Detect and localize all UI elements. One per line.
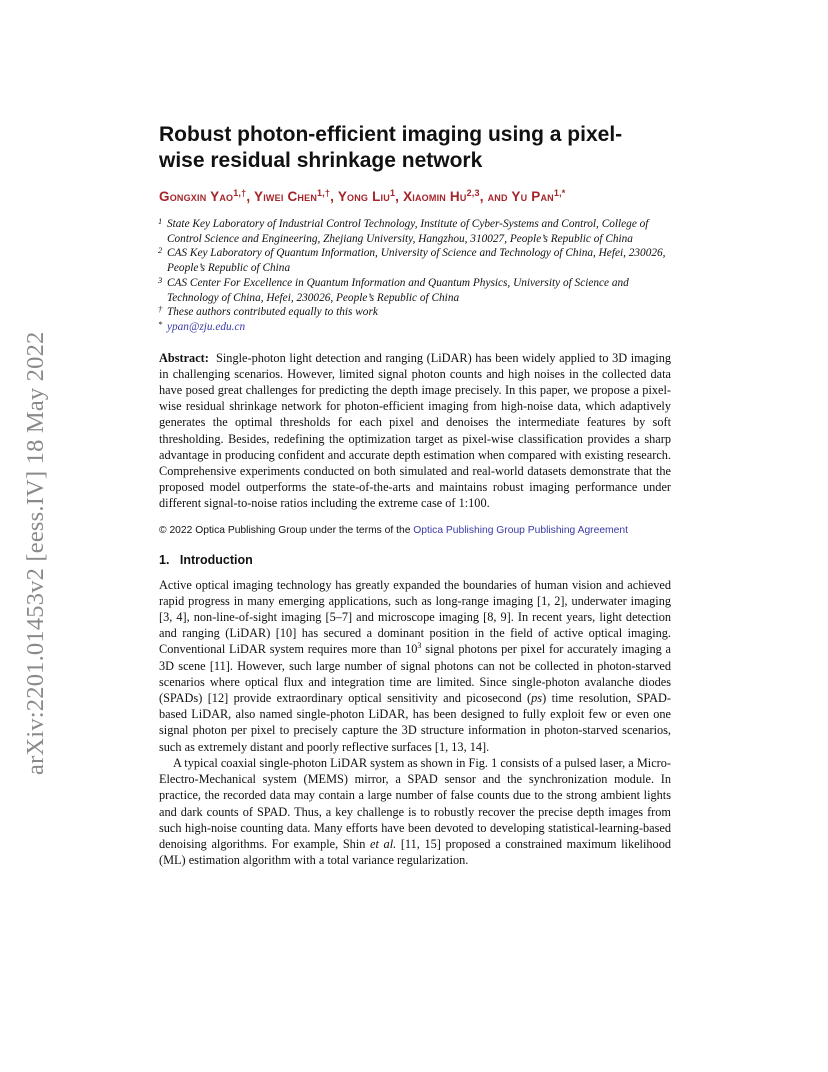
affiliation-mark: * xyxy=(158,318,163,329)
affiliation xyxy=(159,246,671,275)
section-number: 1. xyxy=(159,552,170,567)
author-marks: 1,* xyxy=(553,188,566,198)
introduction-body xyxy=(159,577,671,869)
author: Yiwei Chen xyxy=(254,189,318,204)
affiliation-list xyxy=(159,217,671,335)
author: Xiaomin Hu xyxy=(403,189,467,204)
paper-title: Robust photon-efficient imaging using a pixel-wise residual shrinkage network xyxy=(159,123,623,172)
text-run: signal photons per pixel for accurately imaging a 3D scene [11]. However, such large number of signal photons can not be collected in photon-starved scenarios where optical flux and integration time are limited. Since single-photon avalanche diodes (SPADs) [12] provide extraordinary optical sensitivity and picosecond ( xyxy=(159,642,672,706)
affiliation xyxy=(159,217,671,246)
section-title: Introduction xyxy=(179,552,253,567)
abstract xyxy=(159,350,671,512)
author: Yu Pan xyxy=(511,189,554,204)
equal-contribution-note xyxy=(159,305,671,320)
math-symbol: ps xyxy=(531,691,543,706)
author-marks: 1 xyxy=(389,188,396,198)
author-separator: , xyxy=(246,189,255,204)
author: Gongxin Yao xyxy=(159,189,234,204)
author-marks: 2,3 xyxy=(466,188,480,198)
affiliation-text: CAS Center For Excellence in Quantum Information and Quantum Physics, University of Science and Technology of China, Hefei, 230026, People’s Republic of China xyxy=(167,276,629,304)
affiliation-mark: 2 xyxy=(158,245,163,256)
text-run: ) time resolution, SPAD-based LiDAR, also named single-photon LiDAR, has been designed to fully exploit few or even one signal photon per pixel to precisely capture the 3D structure information in photon-starved scenarios, such as extremely distant and poorly reflective surfaces [1, 13, 14]. xyxy=(159,691,671,754)
affiliation-text: These authors contributed equally to this work xyxy=(167,306,378,319)
abstract-label: Abstract: xyxy=(159,350,209,365)
author-marks: 1,† xyxy=(317,188,331,198)
affiliation-text: CAS Key Laboratory of Quantum Information, University of Science and Technology of China, Hefei, 230026, People’s Republic of China xyxy=(167,247,666,275)
affiliation-text: State Key Laboratory of Industrial Control Technology, Institute of Cyber-Systems and Control, College of Control Science and Engineering, Zhejiang University, Hangzhou, 310027, People’s Republic of China xyxy=(167,218,649,245)
copyright-notice xyxy=(159,524,671,538)
affiliation-mark: 1 xyxy=(158,216,163,226)
author-marks: 1,† xyxy=(233,188,247,198)
email-link[interactable]: ypan@zju.edu.cn xyxy=(167,320,246,333)
copyright-text: © 2022 Optica Publishing Group under the terms of the xyxy=(159,524,414,536)
text-run: A typical coaxial single-photon LiDAR system as shown in Fig. 1 consists of a pulsed laser, a Micro-Electro-Mechanical system (MEMS) mirror, a SPAD sensor and the synchronization module. In practice, the recorded data may contain a large number of false counts due to the strong ambient lights and dark counts of SPAD. Thus, a key challenge is to robustly recover the precise depth images from such high-noise counting data. Many efforts have been devoted to developing statistical-learning-based denoising algorithms. For example, Shin xyxy=(159,755,671,851)
italic-text: et al. xyxy=(370,836,397,851)
author-separator: , xyxy=(395,189,404,204)
corresponding-email xyxy=(159,320,671,335)
paragraph xyxy=(159,577,671,755)
paragraph xyxy=(159,755,671,868)
text-run: [11, 15] proposed a constrained maximum likelihood (ML) estimation algorithm with a total variance regularization. xyxy=(159,836,671,868)
superscript: 3 xyxy=(417,641,422,651)
publishing-agreement-link[interactable]: Optica Publishing Group Publishing Agreement xyxy=(413,524,628,536)
author-separator: , and xyxy=(479,189,512,204)
affiliation-mark: † xyxy=(158,304,163,315)
author: Yong Liu xyxy=(337,189,390,204)
abstract-text: Single-photon light detection and ranging (LiDAR) has been widely applied to 3D imaging in challenging scenarios. However, limited signal photon counts and high noises in the collected data have posed great challenges for predicting the depth image precisely. In this paper, we propose a pixel-wise residual shrinkage network for photon-efficient imaging from high-noise data, which adaptively generates the optimal thresholds for each pixel and denoises the intermediate features by soft thresholding. Besides, redefining the optimization target as pixel-wise classification provides a sharp advantage in producing confident and accurate depth estimation when compared with existing research. Comprehensive experiments conducted on both simulated and real-world datasets demonstrate that the proposed model outperforms the state-of-the-arts and maintains robust imaging performance under different signal-to-noise ratios including the extreme case of 1:100. xyxy=(159,350,671,511)
affiliation xyxy=(159,276,671,305)
section-heading xyxy=(159,552,671,568)
text-run: Active optical imaging technology has greatly expanded the boundaries of human vision and achieved rapid progress in many emerging applications, such as long-range imaging [1, 2], underwater imaging [3, 4], non-line-of-sight imaging [5–7] and microscope imaging [8, 9]. In recent years, light detection and ranging (LiDAR) [10] has secured a dominant position in the field of active optical imaging. Conventional LiDAR system requires more than 10 xyxy=(159,577,671,657)
author-list xyxy=(159,188,671,206)
paper-page xyxy=(159,122,671,868)
arxiv-stamp: arXiv:2201.01453v2 [eess.IV] 18 May 2022 xyxy=(22,331,49,775)
affiliation-mark: 3 xyxy=(158,274,163,285)
author-separator: , xyxy=(330,189,338,204)
